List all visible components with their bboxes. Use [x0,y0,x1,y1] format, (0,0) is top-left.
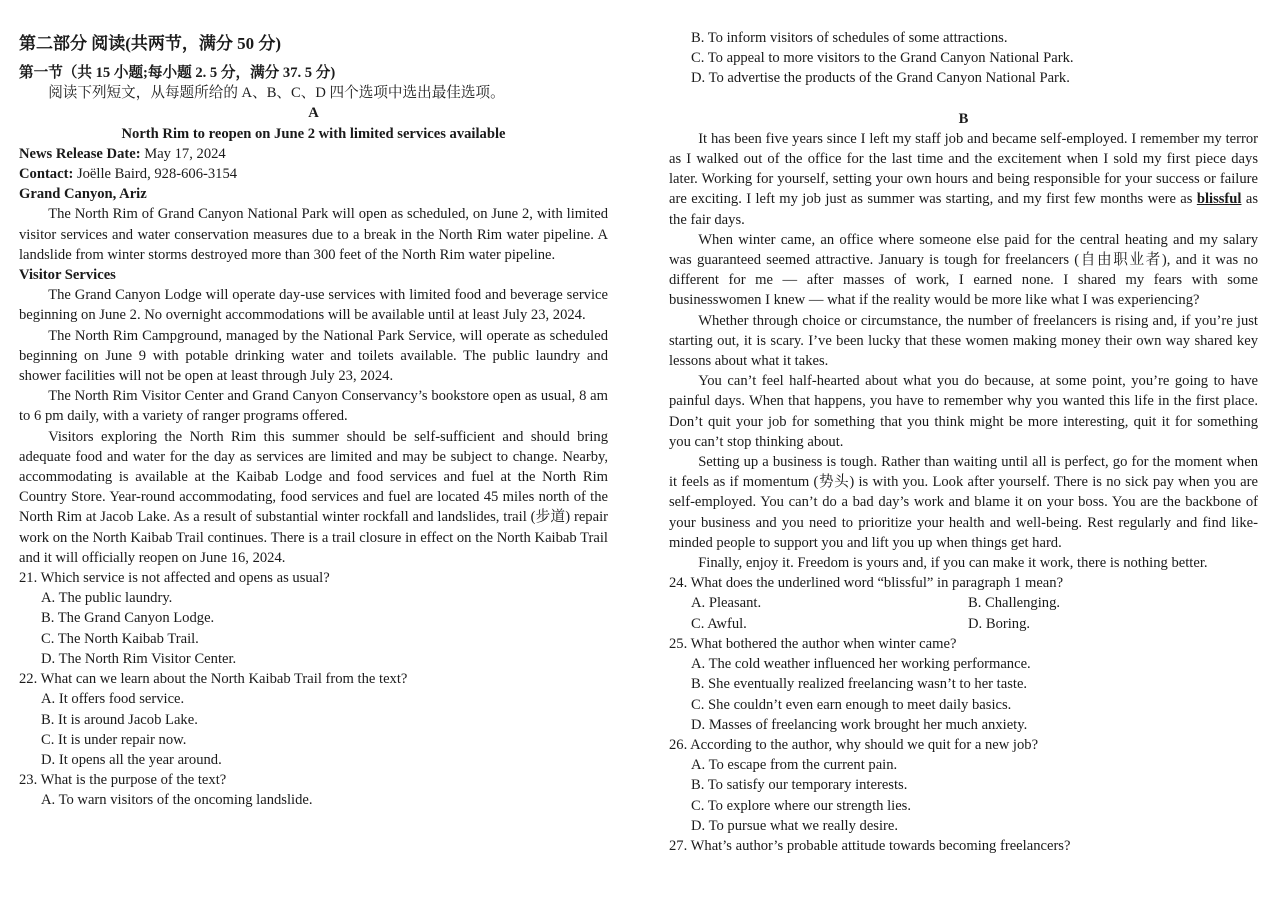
passage-b-p6: Finally, enjoy it. Freedom is yours and, if you can make it work, there is nothing better. [698,555,1208,572]
passage-a-p1: The Grand Canyon Lodge will operate day-use services with limited food and beverage service beginning on June 2. No overnight accommodations will be available until at least July 23, 2024. [19,287,608,324]
passage-b-letter: B [958,110,969,127]
option-c: C. She couldn’t even earn enough to meet daily basics. [691,696,1012,713]
option-a: A. It offers food service. [41,691,185,708]
passage-a-p2: The North Rim Campground, managed by the National Park Service, will operate as scheduled beginning on June 9 with potable drinking water and toilets available. The public laundry and shower facilities will not be open at least through July 23, 2024. [19,327,608,385]
passage-b-p1 [669,129,1258,230]
question-21 [19,568,608,669]
passage-a-p3: The North Rim Visitor Center and Grand Canyon Conservancy’s bookstore open as usual, 8 am to 6 pm daily, with a variety of ranger programs offered. [19,388,608,425]
option-d: D. Masses of freelancing work brought her much anxiety. [691,716,1028,733]
release-date-line [19,144,608,164]
option-d: D. Boring. [968,615,1031,632]
question-stem: 21. Which service is not affected and opens as usual? [19,570,330,587]
passage-a-letter: A [308,105,319,122]
option-d: D. To pursue what we really desire. [691,817,899,834]
contact-value: Joëlle Baird, 928-606-3154 [73,166,238,183]
question-27 [669,836,1258,856]
question-stem: 22. What can we learn about the North Kaibab Trail from the text? [19,671,408,688]
section-heading: 第二部分 阅读(共两节，满分 50 分) [19,34,282,53]
instructions: 阅读下列短文，从每题所给的 A、B、C、D 四个选项中选出最佳选项。 [48,85,505,102]
option-d: D. The North Rim Visitor Center. [41,650,237,667]
option-b: B. The Grand Canyon Lodge. [41,610,215,627]
option-a: A. To escape from the current pain. [691,757,898,774]
location-heading: Grand Canyon, Ariz [19,186,147,203]
question-stem: 27. What’s author’s probable attitude towards becoming freelancers? [669,837,1071,854]
question-25 [669,634,1258,735]
option-a: A. To warn visitors of the oncoming landslide. [41,792,313,809]
passage-b-p2: When winter came, an office where someone else paid for the central heating and my salary was guaranteed seemed attractive. January is tough for freelancers (自由职业者), and it was no different for me — after masses of work, I earned none. I shared my fears with some businesswomen I knew — what if the reality would be more like what I was experiencing? [669,231,1258,309]
option-b: B. Challenging. [968,595,1061,612]
question-stem: 23. What is the purpose of the text? [19,772,227,789]
option-b: B. She eventually realized freelancing wasn’t to her taste. [691,676,1028,693]
option-d: D. It opens all the year around. [41,751,222,768]
question-22 [19,669,608,770]
option-b: B. It is around Jacob Lake. [41,711,198,728]
contact-line [19,164,608,184]
passage-b-p5: Setting up a business is tough. Rather than waiting until all is perfect, go for the moment when it feels as if momentum (势头) is with you. Look after yourself. There is no sick pay when you are self-employed. You can’t do a bad day’s work and blame it on your boss. You are the backbone of your business and you need to prioritize your health and well-being. Rest regularly and find like-minded people to support you and lift you up when things get hard. [669,454,1258,551]
question-23-continued [669,0,1258,89]
option-a: A. The cold weather influenced her working performance. [691,656,1031,673]
option-a: A. Pleasant. [691,595,762,612]
release-date-value: May 17, 2024 [140,145,226,162]
passage-b-p1-after: as the fair days. [669,191,1259,228]
right-column [669,0,1258,856]
option-c: C. The North Kaibab Trail. [41,630,199,647]
option-d: D. To advertise the products of the Grand Canyon National Park. [691,70,1070,87]
release-date-label: News Release Date: [19,145,141,162]
option-a: A. The public laundry. [41,590,173,607]
question-24 [669,573,1258,634]
left-column [19,0,608,811]
option-b: B. To satisfy our temporary interests. [691,777,908,794]
passage-b-p1-before: It has been five years since I left my staff job and became self-employed. I remember my terror as I walked out of the office for the last time and the excitement when I sold my first piece days later. Working for yourself, setting your own hours and being responsible for your success or failure are exciting. I left my job just as summer was starting, and my first few months were as [669,130,1258,208]
contact-label: Contact: [19,166,74,183]
passage-b-p3: Whether through choice or circumstance, the number of freelancers is rising and, if you’re just starting out, it is scary. I’ve been lucky that these women making money their own way shared key lessons about what it takes. [669,312,1258,370]
subsection-heading: 第一节（共 15 小题;每小题 2. 5 分，满分 37. 5 分) [19,65,336,81]
option-c: C. Awful. [691,615,747,632]
passage-a-title: North Rim to reopen on June 2 with limited services available [121,125,506,142]
question-26 [669,735,1258,836]
passage-a-p4: Visitors exploring the North Rim this summer should be self-sufficient and should bring adequate food and water for the day as services are limited and may be subject to change. Nearby, accommodating is available at the Kaibab Lodge and food services and fuel at the North Rim Country Store. Year-round accommodating, food services and fuel are located 45 miles north of the North Rim at Jacob Lake. As a result of substantial winter rockfall and landslides, trail (步道) repair work on the North Kaibab Trail continues. There is a trail closure in effect on the North Kaibab Trail and it will officially reopen on June 16, 2024. [19,428,608,566]
question-stem: 25. What bothered the author when winter came? [669,635,957,652]
question-23 [19,770,608,810]
visitor-services-heading: Visitor Services [19,267,116,284]
underlined-word: blissful [1196,191,1242,208]
question-stem: 26. According to the author, why should we quit for a new job? [669,736,1039,753]
option-b: B. To inform visitors of schedules of some attractions. [691,30,1008,46]
options-grid [669,593,1258,633]
passage-b-p4: You can’t feel half-hearted about what you do because, at some point, you’re going to have painful days. When that happens, you have to remember why you wanted this life in the first place. Don’t quit your job for something that you think might be more interesting, quit it for something you can’t stop thinking about. [669,373,1258,450]
option-c: C. To appeal to more visitors to the Grand Canyon National Park. [691,50,1074,67]
option-c: C. It is under repair now. [41,731,187,748]
passage-a-intro: The North Rim of Grand Canyon National Park will open as scheduled, on June 2, with limited visitor services and water conservation measures due to a break in the North Rim water pipeline. A landslide from winter storms destroyed more than 300 feet of the North Rim water pipeline. [19,206,608,263]
option-c: C. To explore where our strength lies. [691,797,911,814]
question-stem: 24. What does the underlined word “blissful” in paragraph 1 mean? [669,575,1064,592]
